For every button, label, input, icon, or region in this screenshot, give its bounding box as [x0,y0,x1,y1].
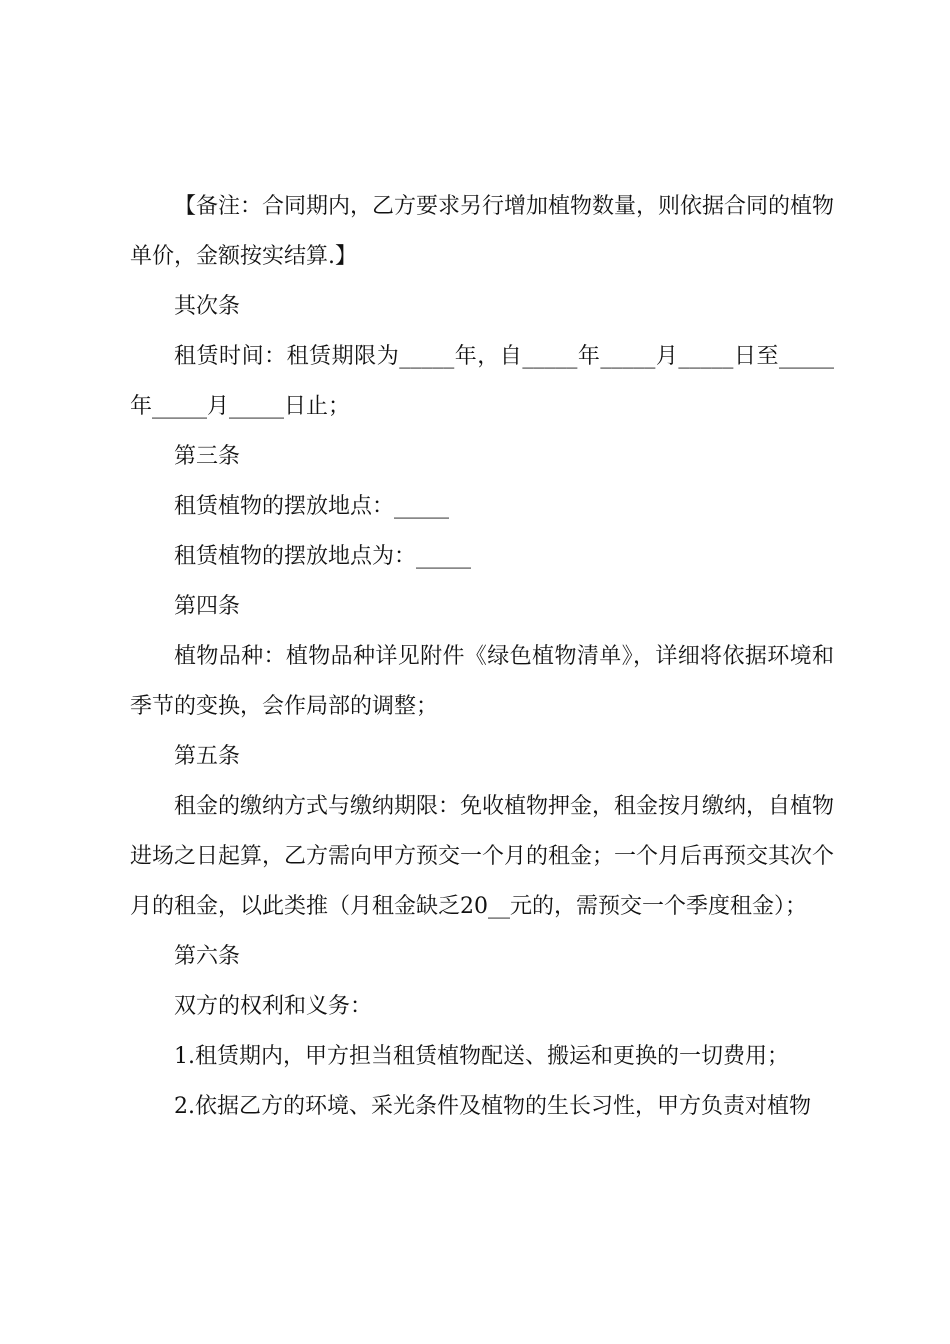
rent-payment-paragraph: 租金的缴纳方式与缴纳期限：免收植物押金，租金按月缴纳，自植物进场之日起算，乙方需向甲方预交一个月的租金；一个月后再预交其次个月的租金，以此类推（月租金缺乏20__元的，需预交一个季度租金）； [130,794,835,919]
rights-obligations-paragraph: 双方的权利和义务： [174,994,373,1019]
article-6-heading: 第六条 [174,944,241,969]
article-3-heading: 第三条 [174,444,241,469]
plant-variety-paragraph: 植物品种：植物品种详见附件《绿色植物清单》，详细将依据环境和季节的变换，会作局部的调整； [130,644,834,719]
lease-term-paragraph: 租赁时间：租赁期限为_____年，自_____年_____月_____日至_____年_____月_____日止； [130,344,834,419]
obligation-item-1: 1.租赁期内，甲方担当租赁植物配送、搬运和更换的一切费用； [174,1044,789,1069]
document-page [130,182,834,1132]
article-4-heading: 第四条 [174,594,241,619]
placement-location-paragraph: 租赁植物的摆放地点：_____ [174,494,450,519]
note-paragraph: 【备注：合同期内，乙方要求另行增加植物数量，则依据合同的植物单价，金额按实结算.】 [130,194,835,269]
obligation-item-2: 2.依据乙方的环境、采光条件及植物的生长习性，甲方负责对植物 [174,1094,811,1119]
placement-location-paragraph-2: 租赁植物的摆放地点为：_____ [174,544,472,569]
article-5-heading: 第五条 [174,744,241,769]
article-2-heading: 其次条 [174,294,241,319]
